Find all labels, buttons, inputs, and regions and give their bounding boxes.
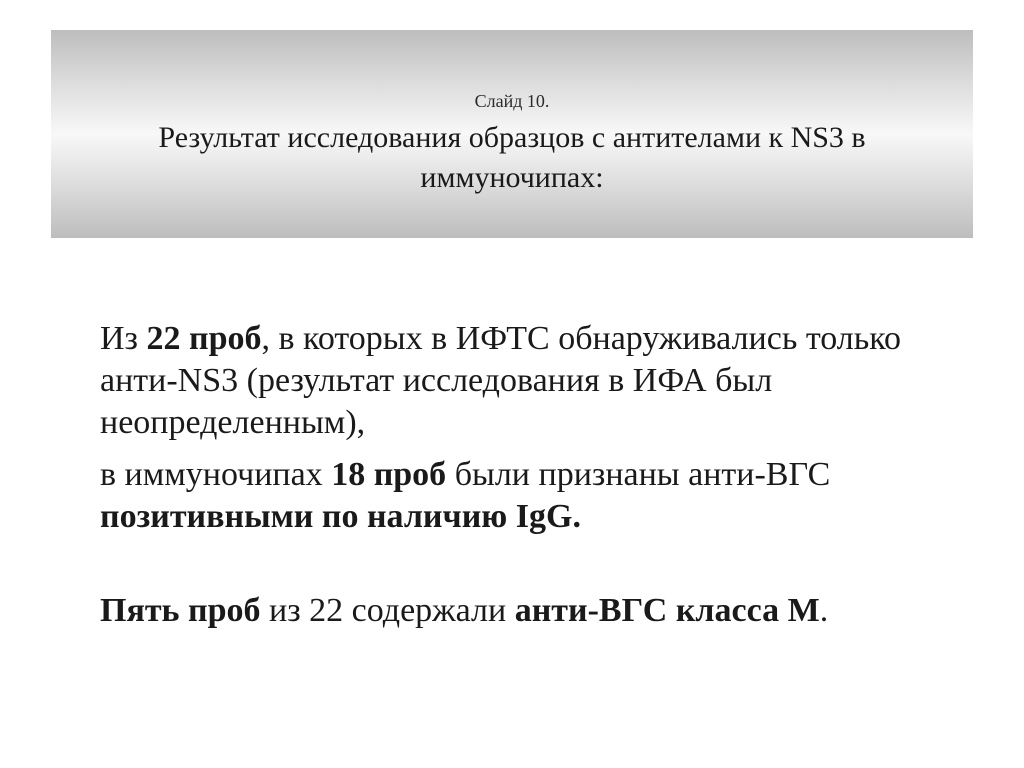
paragraph-immunochip-result — [100, 454, 960, 538]
bold-run: анти-ВГС класса М — [514, 592, 820, 629]
text-run: . — [819, 592, 829, 629]
bold-run: Пять проб — [100, 592, 261, 629]
slide-title: Результат исследования образцов с антителами к NS3 в иммуночипах: — [158, 121, 866, 194]
text-run: были признаны анти-ВГС — [446, 456, 831, 493]
slide-number: Слайд 10. — [474, 91, 550, 111]
text-run: в иммуночипах — [100, 456, 332, 493]
paragraph-samples-count — [100, 318, 960, 444]
bold-run: 22 проб — [146, 320, 262, 357]
paragraph-igm-result — [100, 590, 960, 632]
slide-body — [100, 318, 960, 632]
text-run: Из — [100, 320, 147, 357]
slide-title-box — [51, 30, 973, 238]
bold-run: 18 проб — [331, 456, 447, 493]
text-run: , в которых в ИФТС обнаруживались только анти-NS3 (результат исследования в ИФА был неопределенным), — [100, 320, 902, 441]
text-run: из 22 содержали — [260, 592, 515, 629]
bold-run: позитивными по наличию IgG. — [100, 498, 581, 535]
